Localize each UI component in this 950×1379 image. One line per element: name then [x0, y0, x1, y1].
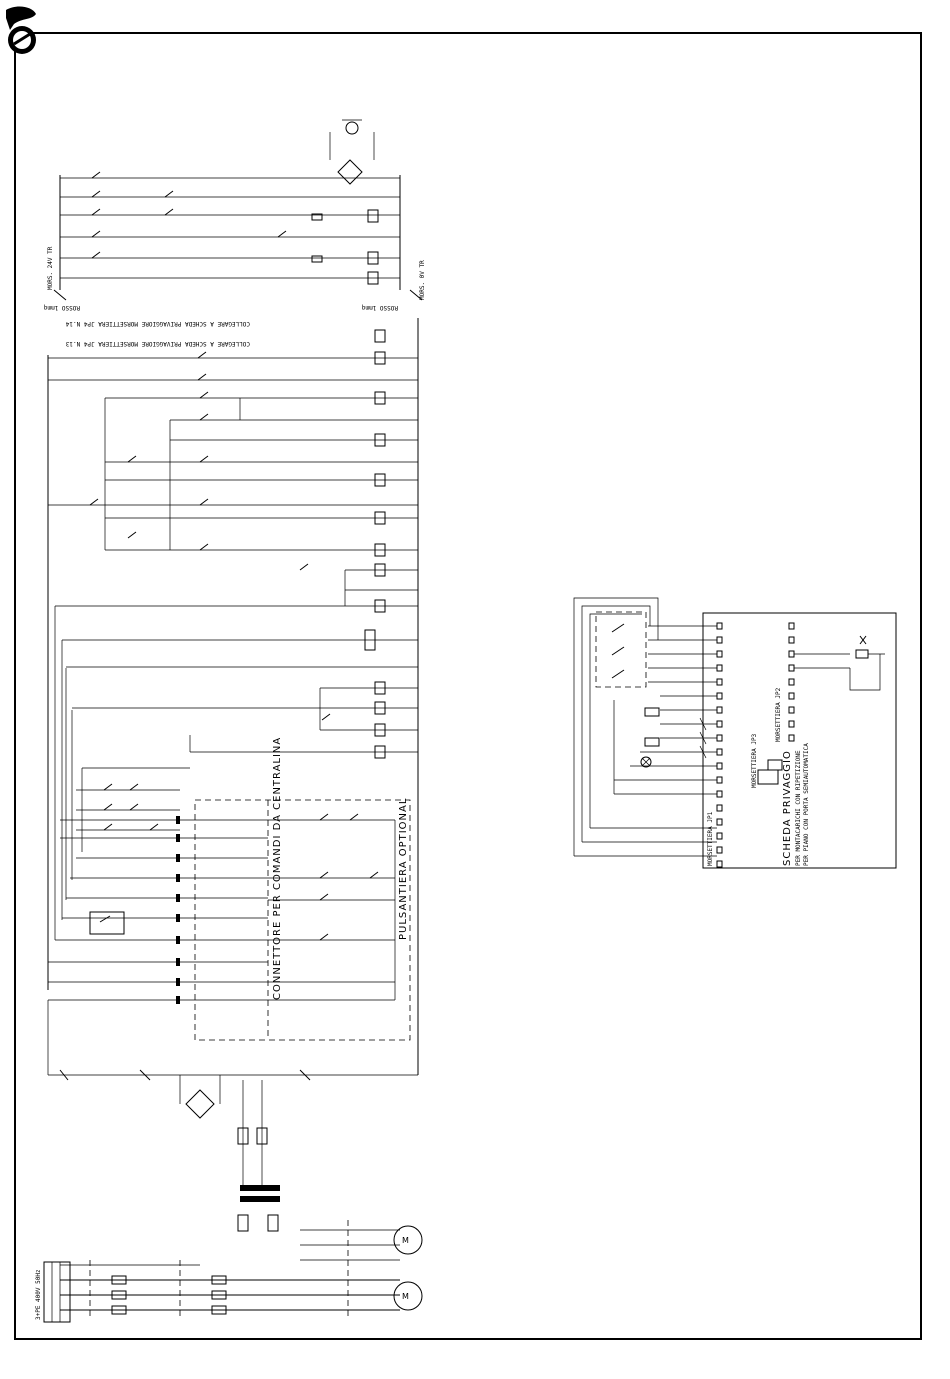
- connector-title: CONNETTORE PER COMANDI DA CENTRALINA: [272, 736, 283, 1000]
- pushbutton-title: PULSANTIERA OPTIONAL: [398, 797, 409, 940]
- label-mors-0v: MORS. 0V TR: [419, 260, 426, 300]
- control-ladder-main: [48, 318, 418, 1075]
- terminal-block-jp1: MORSETTIERA JP1: [707, 811, 714, 866]
- connector-block: [48, 737, 410, 1040]
- svg-text:M: M: [402, 1292, 409, 1301]
- note-jp4-13: COLLEGARE A SCHEDA PRIVAGGIORE MORSETTIERA JP4 N.13: [65, 340, 250, 347]
- board-subtitle-2: PER PIANO CON PORTA SEMIAUTOMATICA: [803, 743, 810, 866]
- floor-contacts-block: [55, 606, 190, 940]
- terminal-block-jp2: MORSETTIERA JP2: [775, 687, 782, 742]
- board-title: SCHEDA PRIVAGGIO: [782, 750, 793, 866]
- privaggio-board: [574, 598, 896, 868]
- note-jp4-14: COLLEGARE A SCHEDA PRIVAGGIORE MORSETTIERA JP4 N.14: [65, 320, 250, 327]
- label-rosso-right: ROSSO 1mmq: [361, 304, 398, 311]
- terminal-block-jp3: MORSETTIERA JP3: [751, 733, 758, 788]
- svg-text:M: M: [402, 1236, 409, 1245]
- control-ladder-top: [43, 120, 426, 311]
- board-subtitle-1: PER MONTACARICHI CON RIPETIZIONE: [795, 750, 802, 866]
- supply-label: 3+PE 400V 50Hz: [35, 1269, 42, 1320]
- label-rosso-left: ROSSO 1mmq: [43, 304, 80, 311]
- power-section: [35, 1000, 422, 1322]
- label-mors-24v: MORS. 24V TR: [47, 246, 54, 290]
